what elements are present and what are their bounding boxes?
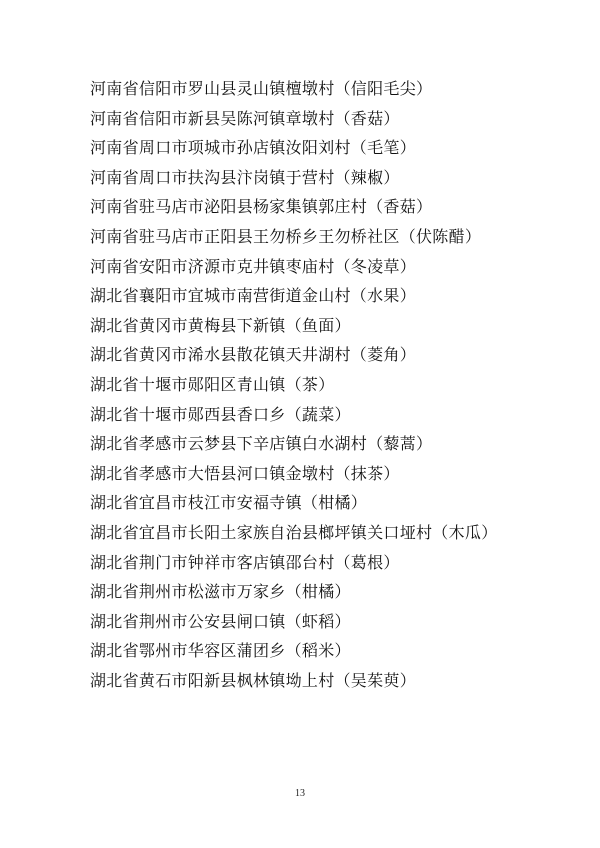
- list-item: 河南省驻马店市泌阳县杨家集镇郭庄村（香菇）: [90, 197, 433, 217]
- list-item: 湖北省襄阳市宜城市南营街道金山村（水果）: [90, 286, 417, 306]
- list-item: 河南省周口市扶沟县汴岗镇于营村（辣椒）: [90, 167, 400, 187]
- list-item: 湖北省鄂州市华容区蒲团乡（稻米）: [90, 641, 351, 661]
- list-item: 湖北省黄冈市浠水县散花镇天井湖村（菱角）: [90, 345, 417, 365]
- list-item: 湖北省荆州市松滋市万家乡（柑橘）: [90, 582, 351, 602]
- list-item: 河南省信阳市罗山县灵山镇檀墩村（信阳毛尖）: [90, 79, 433, 98]
- list-item: 湖北省孝感市大悟县河口镇金墩村（抹茶）: [90, 463, 400, 483]
- list-item: 湖北省宜昌市长阳土家族自治县榔坪镇关口垭村（木瓜）: [90, 522, 498, 542]
- list-item: 河南省周口市项城市孙店镇汝阳刘村（毛笔）: [90, 138, 417, 158]
- list-item: 湖北省孝感市云梦县下辛店镇白水湖村（藜蒿）: [90, 434, 433, 454]
- list-item: 湖北省荆州市公安县闸口镇（虾稻）: [90, 611, 351, 631]
- list-item: 河南省驻马店市正阳县王勿桥乡王勿桥社区（伏陈醋）: [90, 226, 482, 246]
- list-item: 湖北省十堰市郧西县香口乡（蔬菜）: [90, 404, 351, 424]
- list-item: 河南省信阳市新县吴陈河镇章墩村（香菇）: [90, 108, 400, 128]
- list-item: 湖北省黄石市阳新县枫林镇坳上村（吴茱萸）: [90, 670, 417, 690]
- list-item: 湖北省十堰市郧阳区青山镇（茶）: [90, 374, 335, 394]
- list-item: 湖北省宜昌市枝江市安福寺镇（柑橘）: [90, 493, 368, 513]
- list-item: 湖北省黄冈市黄梅县下新镇（鱼面）: [90, 315, 351, 335]
- list-item: 湖北省荆门市钟祥市客店镇邵台村（葛根）: [90, 552, 400, 572]
- list-item: 河南省安阳市济源市克井镇枣庙村（冬凌草）: [90, 256, 417, 276]
- village-list: [90, 74, 510, 695]
- page-number: 13: [295, 788, 305, 799]
